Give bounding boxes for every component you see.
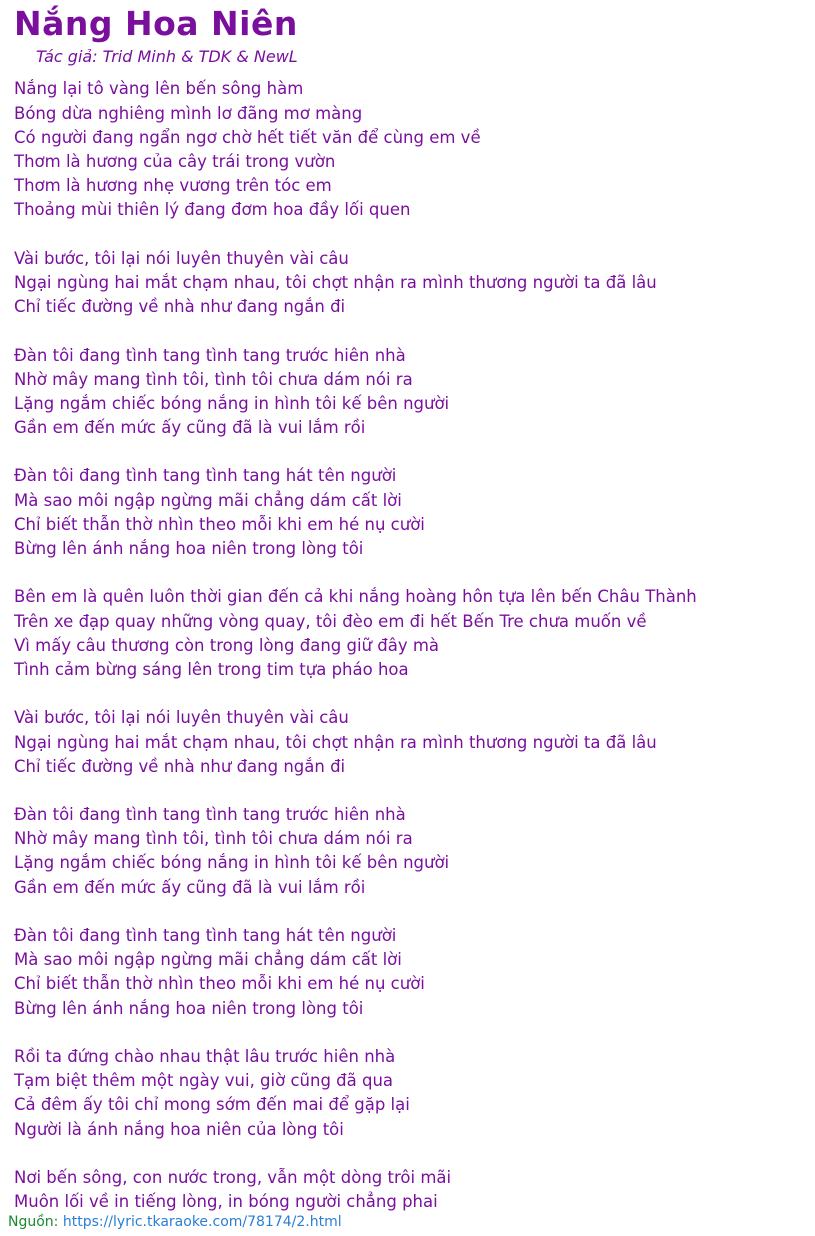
lyric-spacer xyxy=(14,779,815,803)
lyric-line: Lặng ngắm chiếc bóng nắng in hình tôi kế bên người xyxy=(14,853,450,873)
lyric-spacer xyxy=(14,1021,815,1045)
lyric-spacer xyxy=(14,561,815,585)
lyric-line: Nắng lại tô vàng lên bến sông hàm xyxy=(14,79,304,99)
lyric-line: Mà sao môi ngập ngừng mãi chẳng dám cất lời xyxy=(14,950,402,970)
lyric-line: Bóng dừa nghiêng mình lơ đãng mơ màng xyxy=(14,103,363,123)
lyric-line: Bừng lên ánh nắng hoa niên trong lòng tôi xyxy=(14,539,364,559)
lyric-spacer xyxy=(14,682,815,706)
source-line xyxy=(8,1214,342,1230)
lyric-line: Muôn lối về in tiếng lòng, in bóng người chẳng phai xyxy=(14,1192,438,1212)
lyric-line: Bên em là quên luôn thời gian đến cả khi nắng hoàng hôn tựa lên bến Châu Thành xyxy=(14,587,697,607)
lyric-spacer xyxy=(14,319,815,343)
source-link[interactable]: https://lyric.tkaraoke.com/78174/2.html xyxy=(62,1214,342,1230)
lyric-line: Chỉ biết thẫn thờ nhìn theo mỗi khi em hé nụ cười xyxy=(14,514,425,534)
lyric-line: Thoảng mùi thiên lý đang đơm hoa đầy lối quen xyxy=(14,200,411,220)
lyric-line: Chỉ tiếc đường về nhà như đang ngắn đi xyxy=(14,756,346,776)
lyric-line: Rồi ta đứng chào nhau thật lâu trước hiên nhà xyxy=(14,1046,396,1066)
lyric-spacer xyxy=(14,900,815,924)
lyric-line: Nơi bến sông, con nước trong, vẫn một dòng trôi mãi xyxy=(14,1167,452,1187)
lyric-line: Tạm biệt thêm một ngày vui, giờ cũng đã qua xyxy=(14,1071,394,1091)
lyric-line: Chỉ biết thẫn thờ nhìn theo mỗi khi em hé nụ cười xyxy=(14,974,425,994)
lyric-line: Người là ánh nắng hoa niên của lòng tôi xyxy=(14,1119,344,1139)
song-author: Tác giả: Trid Minh & TDK & NewL xyxy=(36,47,298,67)
lyric-line: Ngại ngùng hai mắt chạm nhau, tôi chợt nhận ra mình thương người ta đã lâu xyxy=(14,272,657,292)
lyric-line: Vài bước, tôi lại nói luyên thuyên vài câu xyxy=(14,248,349,268)
source-label: Nguồn: xyxy=(8,1214,63,1230)
lyric-line: Đàn tôi đang tình tang tình tang trước hiên nhà xyxy=(14,345,406,365)
lyric-line: Gần em đến mức ấy cũng đã là vui lắm rồi xyxy=(14,418,366,438)
lyric-line: Thơm là hương của cây trái trong vườn xyxy=(14,152,336,172)
lyric-line: Có người đang ngẩn ngơ chờ hết tiết văn để cùng em về xyxy=(14,127,481,147)
lyric-line: Thơm là hương nhẹ vương trên tóc em xyxy=(14,176,332,196)
lyric-line: Trên xe đạp quay những vòng quay, tôi đèo em đi hết Bến Tre chưa muốn về xyxy=(14,611,647,631)
lyric-line: Bừng lên ánh nắng hoa niên trong lòng tôi xyxy=(14,998,364,1018)
lyric-line: Cả đêm ấy tôi chỉ mong sớm đến mai để gặp lại xyxy=(14,1095,410,1115)
lyric-line: Vì mấy câu thương còn trong lòng đang giữ đây mà xyxy=(14,635,440,655)
lyric-line: Gần em đến mức ấy cũng đã là vui lắm rồi xyxy=(14,877,366,897)
lyric-line: Nhờ mây mang tình tôi, tình tôi chưa dám nói ra xyxy=(14,829,413,849)
lyric-line: Đàn tôi đang tình tang tình tang hát tên người xyxy=(14,926,397,946)
page-title: Nắng Hoa Niên xyxy=(14,4,298,43)
lyric-line: Nhờ mây mang tình tôi, tình tôi chưa dám nói ra xyxy=(14,369,413,389)
lyric-line: Ngại ngùng hai mắt chạm nhau, tôi chợt nhận ra mình thương người ta đã lâu xyxy=(14,732,657,752)
lyric-spacer xyxy=(14,223,815,247)
lyric-spacer xyxy=(14,1142,815,1166)
lyric-line: Chỉ tiếc đường về nhà như đang ngắn đi xyxy=(14,297,346,317)
lyric-line: Đàn tôi đang tình tang tình tang hát tên người xyxy=(14,466,397,486)
lyric-line: Tình cảm bừng sáng lên trong tim tựa pháo hoa xyxy=(14,659,409,679)
lyric-line: Lặng ngắm chiếc bóng nắng in hình tôi kế bên người xyxy=(14,393,450,413)
lyrics-body xyxy=(14,77,815,1214)
lyric-line: Mà sao môi ngập ngừng mãi chẳng dám cất lời xyxy=(14,490,402,510)
lyric-line: Vài bước, tôi lại nói luyên thuyên vài câu xyxy=(14,708,349,728)
lyric-spacer xyxy=(14,440,815,464)
lyric-line: Đàn tôi đang tình tang tình tang trước hiên nhà xyxy=(14,805,406,825)
